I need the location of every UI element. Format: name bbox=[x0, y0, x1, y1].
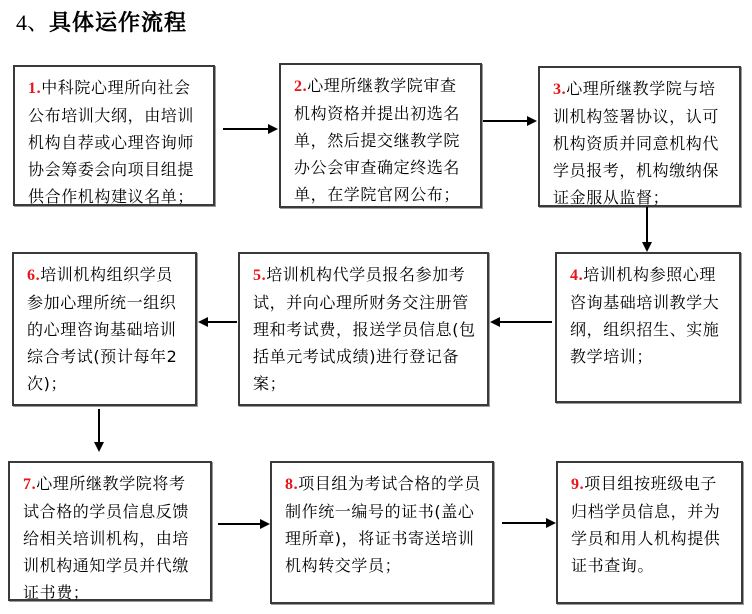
step-text: 心理所继教学院将考试合格的学员信息反馈给相关培训机构，由培训机构通知学员并代缴证书费； bbox=[23, 474, 190, 602]
arrow-4-to-5 bbox=[500, 321, 552, 323]
step-number: 7. bbox=[23, 476, 37, 493]
arrowhead-down-icon bbox=[94, 442, 104, 452]
step-box-7 bbox=[8, 461, 212, 601]
step-number: 2. bbox=[294, 78, 308, 95]
step-text: 项目组按班级电子归档学员信息，并为学员和用人机构提供证书查询。 bbox=[571, 474, 721, 575]
step-number: 4. bbox=[570, 267, 584, 284]
arrow-3-to-4 bbox=[646, 207, 648, 243]
arrowhead-right-icon bbox=[546, 518, 556, 528]
step-box-2 bbox=[279, 63, 482, 208]
step-number: 8. bbox=[285, 476, 299, 493]
arrow-8-to-9 bbox=[502, 522, 546, 524]
step-text: 培训机构参照心理咨询基础培训教学大纲，组织招生、实施教学培训； bbox=[570, 265, 720, 366]
step-box-4 bbox=[555, 252, 741, 403]
step-box-9 bbox=[556, 461, 743, 604]
arrow-7-to-8 bbox=[218, 523, 260, 525]
step-number: 9. bbox=[571, 476, 585, 493]
step-text: 培训机构代学员报名参加考试，并向心理所财务交注册管理和考试费，报送学员信息(包括单元考试成绩)进行登记备案； bbox=[253, 265, 476, 393]
step-number: 6. bbox=[27, 267, 41, 284]
arrowhead-down-icon bbox=[642, 242, 652, 252]
section-heading: 具体运作流程 bbox=[49, 10, 188, 36]
arrowhead-right-icon bbox=[260, 519, 270, 529]
arrow-2-to-3 bbox=[483, 120, 528, 122]
step-text: 项目组为考试合格的学员制作统一编号的证书(盖心理所章)，将证书寄送培训机构转交学员； bbox=[285, 474, 481, 575]
step-text: 培训机构组织学员参加心理所统一组织的心理咨询基础培训综合考试(预计每年2次)； bbox=[27, 265, 178, 393]
arrowhead-right-icon bbox=[527, 116, 537, 126]
section-number: 4、 bbox=[16, 10, 50, 35]
step-number: 3. bbox=[553, 81, 567, 98]
arrow-6-to-7 bbox=[98, 409, 100, 443]
step-number: 5. bbox=[253, 267, 267, 284]
step-text: 心理所继教学院与培训机构签署协议，认可机构资质并同意机构代学员报考，机构缴纳保证金服从监督； bbox=[553, 79, 720, 207]
arrow-1-to-2 bbox=[223, 128, 269, 130]
step-box-5 bbox=[238, 252, 489, 406]
step-number: 1. bbox=[28, 80, 42, 97]
arrowhead-left-icon bbox=[490, 317, 500, 327]
step-box-1 bbox=[13, 65, 215, 206]
step-text: 中科院心理所向社会公布培训大纲，由培训机构自荐或心理咨询师协会筹委会向项目组提供合作机构建议名单； bbox=[28, 78, 195, 206]
step-box-8 bbox=[270, 461, 494, 604]
step-box-6 bbox=[12, 252, 197, 406]
arrowhead-left-icon bbox=[198, 317, 208, 327]
section-title bbox=[16, 10, 187, 37]
step-text: 心理所继教学院审查机构资格并提出初选名单，然后提交继教学院办公会审查确定终选名单，在学院官网公布； bbox=[294, 76, 461, 204]
arrow-5-to-6 bbox=[207, 321, 237, 323]
step-box-3 bbox=[538, 66, 741, 207]
arrowhead-right-icon bbox=[268, 124, 278, 134]
